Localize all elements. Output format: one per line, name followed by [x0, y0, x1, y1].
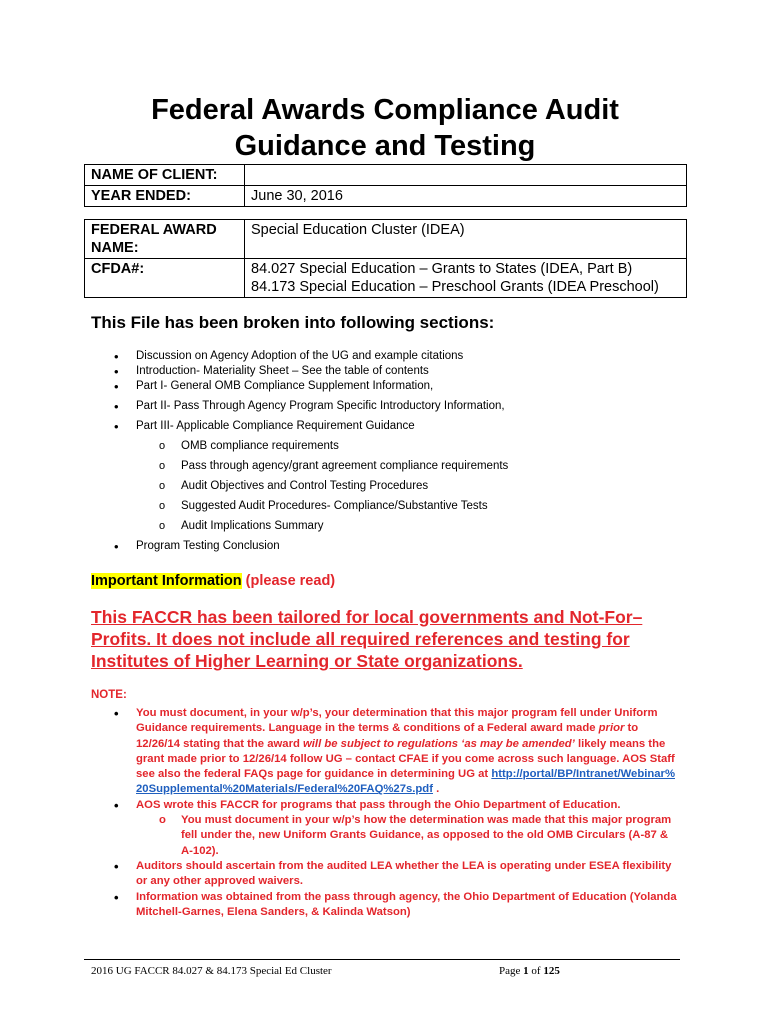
- note-item: • Auditors should ascertain from the audited LEA whether the LEA is operating under ESEA flexibility or any other approved waivers.: [136, 859, 681, 890]
- note-item: • Information was obtained from the pass through agency, the Ohio Department of Education (Yolanda Mitchell-Garnes, Elena Sanders, & Kalinda Watson): [136, 890, 681, 921]
- list-item: • Program Testing Conclusion: [136, 539, 696, 554]
- note1-text-d: will be subject to regulations ‘as may be amended’: [303, 737, 575, 750]
- award-name-label: FEDERAL AWARD NAME:: [85, 220, 245, 259]
- note1-text-b: prior: [598, 722, 625, 735]
- sections-heading: This File has been broken into following sections:: [91, 313, 495, 332]
- federal-faq-link[interactable]: http://portal/BP/Intranet/Webinar%20Supplemental%20Materials/Federal%20FAQ%27s.pdf: [136, 768, 675, 796]
- sub-list-item: o Suggested Audit Procedures- Compliance/Substantive Tests: [181, 499, 696, 514]
- important-label: Important Information: [91, 573, 242, 589]
- important-heading: [91, 573, 335, 589]
- footer-document-name: 2016 UG FACCR 84.027 & 84.173 Special Ed Cluster: [91, 965, 332, 977]
- page-total: 125: [543, 965, 560, 977]
- note1-text-e: likely means the grant made prior to 12/26/14 follow UG – contact CFAE if you come across such language. AOS Staff see also the federal FAQs page for guidance in determining UG at: [136, 737, 675, 781]
- footer-divider: [84, 959, 680, 960]
- sections-list: [136, 349, 696, 554]
- list-item: • Part I- General OMB Compliance Supplement Information,: [136, 379, 696, 394]
- client-name-label: NAME OF CLIENT:: [85, 165, 245, 186]
- note-item: [136, 706, 681, 798]
- list-item: [136, 419, 696, 534]
- award-name-value: Special Education Cluster (IDEA): [245, 220, 687, 259]
- title-line-2: Guidance and Testing: [234, 130, 536, 162]
- year-ended-value: June 30, 2016: [245, 186, 687, 207]
- page-prefix: Page: [499, 965, 524, 977]
- sub-list-item: o Pass through agency/grant agreement compliance requirements: [181, 459, 696, 474]
- note2-sub-item: o You must document in your w/p’s how the determination was made that this major program fell under the, new Uniform Grants Guidance, as opposed to the old OMB Circulars (A-87 & A-102).: [181, 813, 681, 859]
- cfda-value-line-2: 84.173 Special Education – Preschool Grants (IDEA Preschool): [251, 279, 659, 295]
- list-item: • Discussion on Agency Adoption of the UG and example citations: [136, 349, 696, 364]
- cfda-label: CFDA#:: [85, 259, 245, 298]
- year-ended-label: YEAR ENDED:: [85, 186, 245, 207]
- client-info-table: [84, 164, 687, 207]
- note1-text-f: .: [432, 783, 440, 796]
- list-item: • Introduction- Materiality Sheet – See the table of contents: [136, 364, 696, 379]
- footer-page-number: [499, 965, 560, 977]
- important-note: (please read): [241, 573, 336, 589]
- sub-list: [136, 439, 696, 534]
- award-info-table: [84, 219, 687, 298]
- title-line-1: Federal Awards Compliance Audit: [151, 94, 619, 126]
- notes-list: [136, 706, 681, 920]
- list-item: • Part II- Pass Through Agency Program Specific Introductory Information,: [136, 399, 696, 414]
- page-current: 1: [523, 965, 529, 977]
- note-item: [136, 798, 681, 859]
- sub-list-item: o OMB compliance requirements: [181, 439, 696, 454]
- tailored-notice: This FACCR has been tailored for local governments and Not-For–Profits. It does not include all required references and testing for Institutes of Higher Learning or State organizations.: [91, 607, 643, 671]
- note1-text-a: You must document, in your w/p’s, your determination that this major program fell under Uniform Guidance requirements. Language in the terms & conditions of a Federal award made: [136, 707, 658, 735]
- cfda-value-line-1: 84.027 Special Education – Grants to States (IDEA, Part B): [251, 261, 633, 277]
- note2-text: AOS wrote this FACCR for programs that pass through the Ohio Department of Education.: [136, 798, 621, 811]
- cfda-value: [245, 259, 687, 298]
- note-label: NOTE:: [91, 689, 127, 701]
- sub-list-item: o Audit Objectives and Control Testing Procedures: [181, 479, 696, 494]
- sub-list-item: o Audit Implications Summary: [181, 519, 696, 534]
- page-of: of: [528, 965, 544, 977]
- note1-text-c: to 12/26/14 stating that the award: [136, 722, 639, 750]
- document-title: [0, 92, 770, 164]
- list-item-label: Part III- Applicable Compliance Requirement Guidance: [136, 420, 415, 432]
- client-name-value: [245, 165, 687, 186]
- note2-sub-list: [136, 813, 681, 859]
